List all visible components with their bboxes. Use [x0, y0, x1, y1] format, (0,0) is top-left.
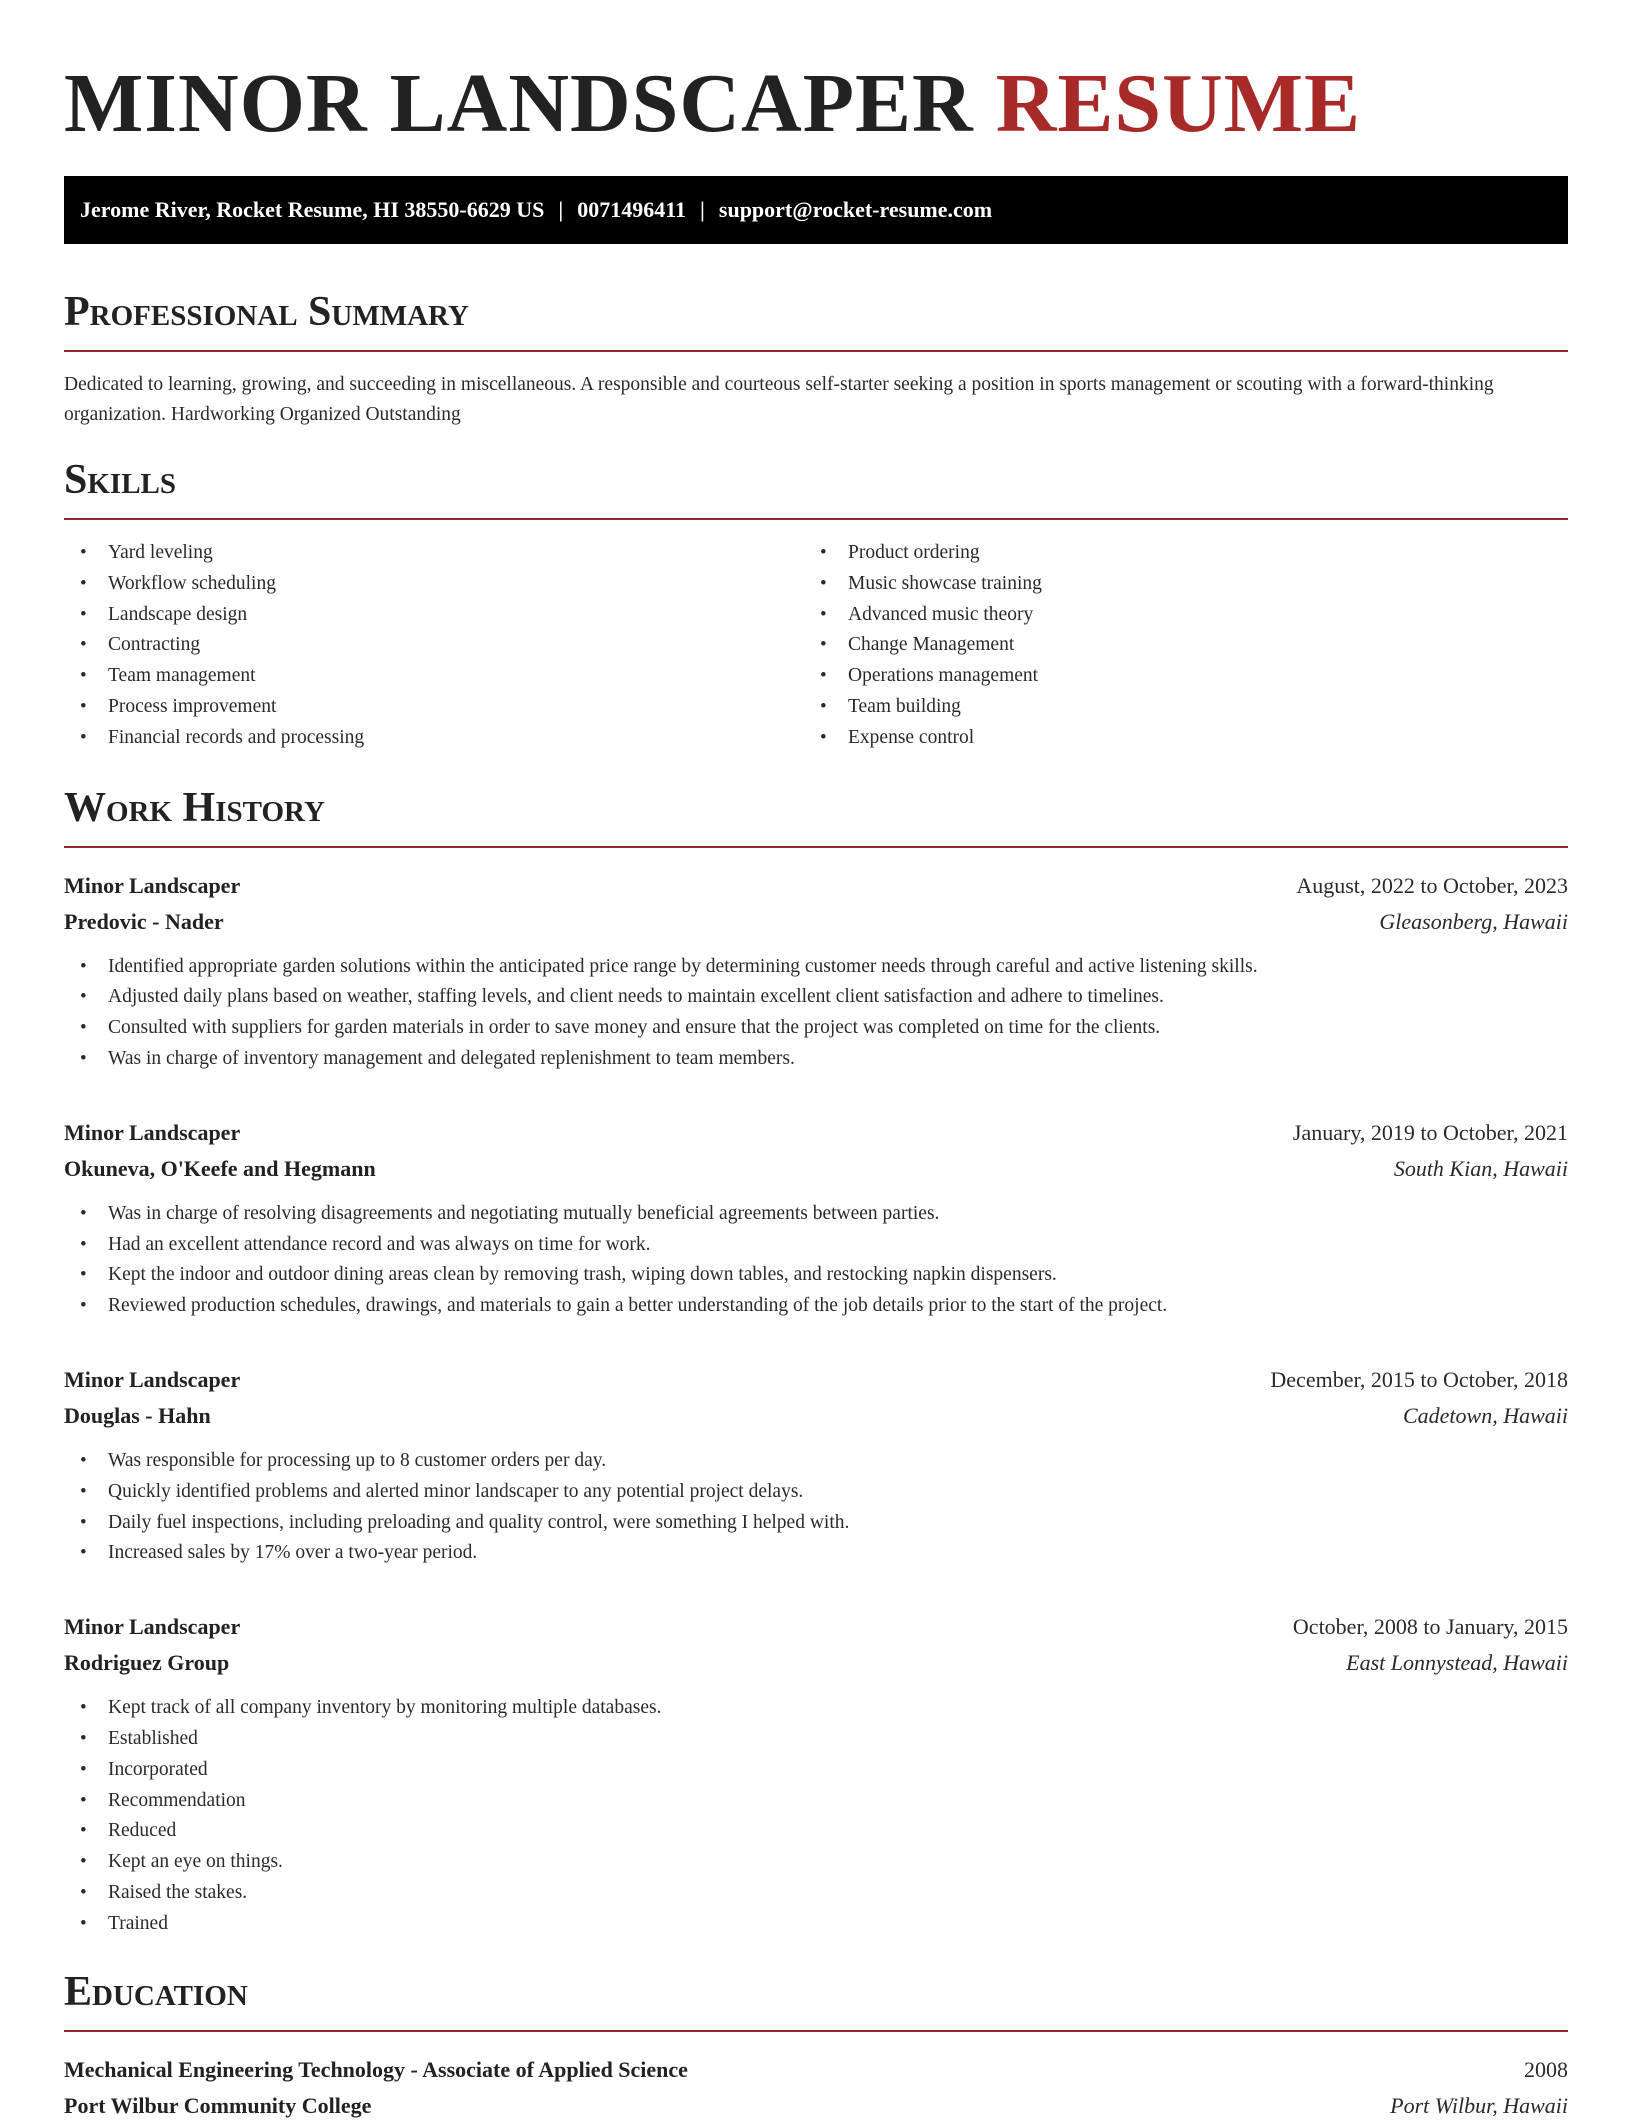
job-location: South Kian, Hawaii [1393, 1155, 1568, 1181]
section-heading: Education [64, 1968, 248, 2015]
job-company-row [64, 904, 1568, 940]
contact-email: support@rocket-resume.com [718, 197, 993, 222]
job-entry [64, 1115, 1568, 1322]
section-divider [64, 518, 1568, 520]
skill-item: • Workflow scheduling [64, 569, 804, 600]
job-dates: October, 2008 to January, 2015 [1292, 1614, 1568, 1640]
title-accent: RESUME [995, 57, 1362, 150]
job-bullet: • Increased sales by 17% over a two-year period. [64, 1538, 1568, 1569]
job-title-row [64, 1115, 1568, 1151]
job-bullet: • Kept track of all company inventory by monitoring multiple databases. [64, 1693, 1568, 1724]
job-entry [64, 868, 1568, 1075]
job-bullet: • Was in charge of resolving disagreements and negotiating mutually beneficial agreements between parties. [64, 1199, 1568, 1230]
skill-item: • Change Management [804, 630, 1544, 661]
job-bullet: • Established [64, 1724, 1568, 1755]
job-bullet: • Recommendation [64, 1786, 1568, 1817]
job-location: Gleasonberg, Hawaii [1379, 908, 1568, 934]
job-bullets [64, 1693, 1568, 1939]
education-school: Port Wilbur Community College [64, 2092, 372, 2118]
job-bullet: • Kept an eye on things. [64, 1847, 1568, 1878]
contact-separator: | [558, 197, 564, 222]
skill-item: • Operations management [804, 661, 1544, 692]
job-bullet: • Incorporated [64, 1755, 1568, 1786]
job-location: East Lonnystead, Hawaii [1346, 1650, 1568, 1676]
contact-separator: | [700, 197, 705, 222]
skill-item: • Landscape design [64, 600, 804, 631]
education-entry [64, 2052, 1568, 2124]
skill-item: • Financial records and processing [64, 723, 804, 754]
job-bullet: • Daily fuel inspections, including preloading and quality control, were something I helped with. [64, 1508, 1568, 1539]
job-title-row [64, 868, 1568, 904]
skill-item: • Product ordering [804, 538, 1544, 569]
job-title-row [64, 1609, 1568, 1645]
skills-columns [64, 538, 1568, 754]
resume-page [64, 0, 1568, 2124]
job-bullet: • Adjusted daily plans based on weather, staffing levels, and client needs to maintain excellent client satisfaction and adhere to timelines. [64, 982, 1568, 1013]
job-title: Minor Landscaper [64, 872, 241, 898]
education-degree: Mechanical Engineering Technology - Associate of Applied Science [64, 2056, 688, 2082]
section-divider [64, 350, 1568, 352]
job-title: Minor Landscaper [64, 1614, 241, 1640]
skill-item: • Advanced music theory [804, 600, 1544, 631]
section-heading: Skills [64, 457, 177, 503]
education-degree-row [64, 2052, 1568, 2088]
section-heading: Work History [64, 784, 325, 831]
job-company-row [64, 1151, 1568, 1187]
skills-list-right [804, 538, 1544, 754]
job-bullet: • Was responsible for processing up to 8 customer orders per day. [64, 1446, 1568, 1477]
resume-title [64, 0, 1568, 160]
skill-item: • Expense control [804, 723, 1544, 754]
job-bullets [64, 1446, 1568, 1569]
contact-phone: 0071496411 [577, 197, 687, 222]
work-history-section [64, 784, 1568, 1940]
job-company-row [64, 1645, 1568, 1681]
summary-text: Dedicated to learning, growing, and succeeding in miscellaneous. A responsible and courteous self-starter seeking a position in sports management or scouting with a forward-thinking organization. Hardworking Organized Outstanding [64, 374, 1494, 425]
education-location: Port Wilbur, Hawaii [1390, 2092, 1568, 2118]
section-divider [64, 846, 1568, 848]
job-bullet: • Reduced [64, 1816, 1568, 1847]
job-bullets [64, 952, 1568, 1075]
job-company: Douglas - Hahn [64, 1402, 211, 1428]
education-section [64, 1968, 1568, 2124]
job-company: Predovic - Nader [64, 908, 224, 934]
skill-item: • Team management [64, 661, 804, 692]
section-heading: Professional Summary [64, 289, 469, 335]
job-bullet: • Trained [64, 1909, 1568, 1940]
job-dates: December, 2015 to October, 2018 [1270, 1366, 1568, 1392]
contact-address: Jerome River, Rocket Resume, HI 38550-6629 US [80, 197, 545, 222]
job-bullet: • Reviewed production schedules, drawings, and materials to gain a better understanding of the job details prior to the start of the project. [64, 1291, 1568, 1322]
job-bullet: • Quickly identified problems and alerted minor landscaper to any potential project delays. [64, 1477, 1568, 1508]
skill-item: • Process improvement [64, 692, 804, 723]
job-bullet: • Kept the indoor and outdoor dining areas clean by removing trash, wiping down tables, and restocking napkin dispensers. [64, 1260, 1568, 1291]
title-main: MINOR LANDSCAPER [64, 57, 974, 150]
job-company: Okuneva, O'Keefe and Hegmann [64, 1155, 376, 1181]
skills-section [64, 456, 1568, 754]
skill-item: • Yard leveling [64, 538, 804, 569]
job-location: Cadetown, Hawaii [1402, 1402, 1568, 1428]
job-company-row [64, 1398, 1568, 1434]
job-title-row [64, 1362, 1568, 1398]
skills-list-left [64, 538, 804, 754]
job-company: Rodriguez Group [64, 1650, 230, 1676]
job-title: Minor Landscaper [64, 1366, 241, 1392]
job-title: Minor Landscaper [64, 1119, 241, 1145]
job-bullet: • Had an excellent attendance record and was always on time for work. [64, 1230, 1568, 1261]
skill-item: • Contracting [64, 630, 804, 661]
job-bullets [64, 1199, 1568, 1322]
job-dates: January, 2019 to October, 2021 [1292, 1119, 1568, 1145]
skill-item: • Team building [804, 692, 1544, 723]
contact-bar [64, 176, 1568, 244]
job-bullet: • Identified appropriate garden solutions within the anticipated price range by determining customer needs through careful and active listening skills. [64, 952, 1568, 983]
job-bullet: • Raised the stakes. [64, 1878, 1568, 1909]
education-year: 2008 [1524, 2056, 1568, 2082]
job-entry [64, 1362, 1568, 1569]
skill-item: • Music showcase training [804, 569, 1544, 600]
education-school-row [64, 2088, 1568, 2124]
job-entry [64, 1609, 1568, 1939]
summary-section [64, 288, 1568, 430]
job-dates: August, 2022 to October, 2023 [1296, 872, 1568, 898]
job-bullet: • Consulted with suppliers for garden materials in order to save money and ensure that the project was completed on time for the clients. [64, 1013, 1568, 1044]
section-divider [64, 2030, 1568, 2032]
job-bullet: • Was in charge of inventory management and delegated replenishment to team members. [64, 1044, 1568, 1075]
